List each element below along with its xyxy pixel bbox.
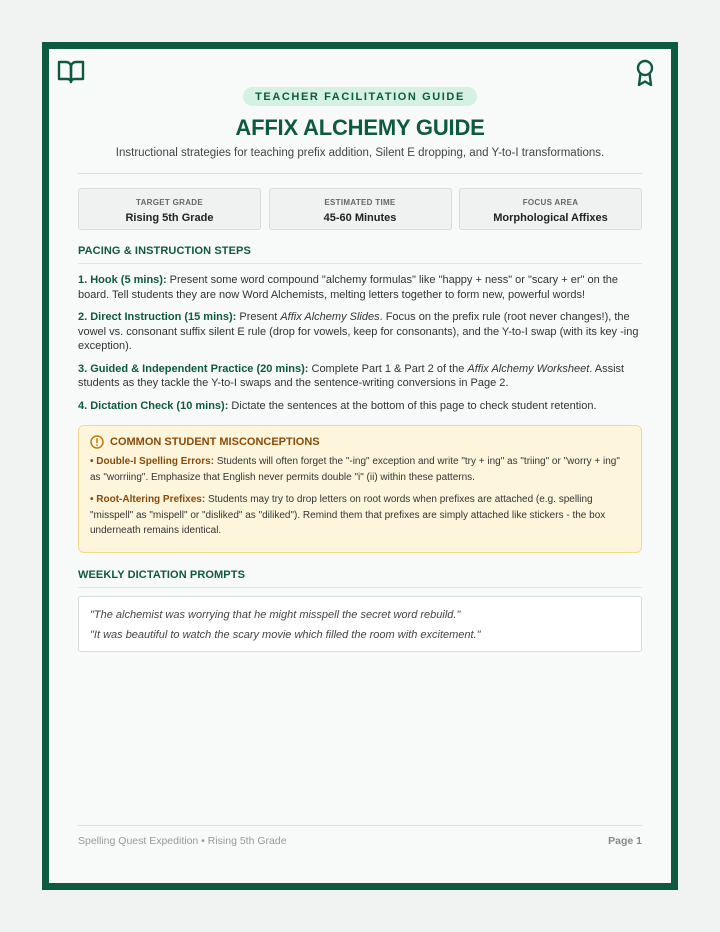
info-card-value: Rising 5th Grade (125, 212, 214, 224)
step-text: Present some word compound "alchemy formulas" like "happy + ness" or "scary + er" on the board. Tell students they are now Word Alchemists, melting letters together to form new, powerful words! (78, 274, 619, 301)
info-card-label: ESTIMATED TIME (324, 198, 396, 207)
page-footer (78, 825, 642, 847)
info-card-target-grade (78, 188, 261, 230)
open-book-icon (57, 59, 85, 90)
step-text: . Focus on the prefix rule (root never changes!), the vowel vs. consonant suffix silent E rule (drop for vowels, keep for consonants), and the Y-to-I swap (with its key -ing exception). (78, 311, 639, 352)
page-number: Page 1 (608, 835, 642, 847)
pacing-step (78, 362, 642, 391)
misconceptions-callout (78, 425, 642, 553)
step-lead: 3. Guided & Independent Practice (20 mins): (78, 362, 309, 375)
misconception-text: Students will often forget the "-ing" exception and write "try + ing" as "triing" or "worry + ing" as "worriing". Emphasize that English never permits double "i" (ii) within these patterns. (90, 456, 620, 483)
step-text: Dictate the sentences at the bottom of this page to check student retention. (228, 399, 597, 412)
header-divider (78, 173, 642, 174)
guide-page (42, 42, 678, 890)
info-card-value: Morphological Affixes (493, 212, 608, 224)
misconceptions-heading: COMMON STUDENT MISCONCEPTIONS (110, 436, 320, 448)
guide-type-badge: TEACHER FACILITATION GUIDE (243, 87, 477, 106)
step-lead: 1. Hook (5 mins): (78, 274, 167, 286)
misconception-item: • Root-Altering Prefixes: Students may try to drop letters on root words when prefixes are attached (e.g. spelling "misspell" as "mispell" or "disliked" as "diliked"). Remind them that prefixes are simply attached like stickers - the box underneath remains identical. (90, 494, 606, 536)
misconception-item: • Double-I Spelling Errors: Students will often forget the "-ing" exception and write "try + ing" as "triing" or "worry + ing" as "worriing". Emphasize that English never permits double "i" (ii) within these patterns. (90, 456, 620, 483)
alert-circle-icon (90, 435, 104, 449)
page-title: AFFIX ALCHEMY GUIDE (235, 115, 485, 140)
footer-course-label: Spelling Quest Expedition • Rising 5th Grade (78, 835, 287, 847)
info-cards (78, 188, 642, 230)
pacing-step (78, 399, 642, 414)
misconception-lead: Double-I Spelling Errors: (96, 456, 215, 467)
info-card-focus-area (459, 188, 642, 230)
misconception-lead: Root-Altering Prefixes: (96, 494, 206, 505)
dictation-heading: WEEKLY DICTATION PROMPTS (78, 569, 642, 588)
pacing-step (78, 273, 642, 302)
step-text: Present (236, 311, 281, 323)
info-card-estimated-time (269, 188, 452, 230)
step-text: . Assist students as they tackle the Y-to-I swaps and the sentence-writing conversions in Page 2. (78, 362, 625, 389)
page-subtitle: Instructional strategies for teaching prefix addition, Silent E dropping, and Y-to-I transformations. (115, 147, 605, 159)
step-resource-title: Affix Alchemy Worksheet (467, 362, 590, 375)
pacing-step (78, 310, 642, 354)
step-lead: 2. Direct Instruction (15 mins): (78, 311, 237, 323)
misconception-text: Students may try to drop letters on root words when prefixes are attached (e.g. spelling "misspell" as "mispell" or "disliked" as "diliked"). Remind them that prefixes are simply attached like stickers - the box underneath remains identical. (90, 494, 606, 536)
step-text: Complete Part 1 & Part 2 of the (308, 362, 468, 375)
dictation-sentence: "The alchemist was worrying that he might misspell the secret word rebuild." (90, 609, 461, 621)
info-card-label: FOCUS AREA (522, 198, 579, 207)
page-content (78, 87, 642, 883)
info-card-label: TARGET GRADE (135, 198, 203, 207)
misconceptions-header (90, 435, 630, 449)
dictation-sentence: "It was beautiful to watch the scary movie which filled the room with excitement." (90, 629, 481, 641)
step-resource-title: Affix Alchemy Slides (280, 311, 380, 323)
step-lead: 4. Dictation Check (10 mins): (78, 399, 229, 412)
pacing-heading: PACING & INSTRUCTION STEPS (78, 245, 642, 264)
info-card-value: 45-60 Minutes (323, 212, 397, 224)
dictation-box (78, 596, 642, 652)
